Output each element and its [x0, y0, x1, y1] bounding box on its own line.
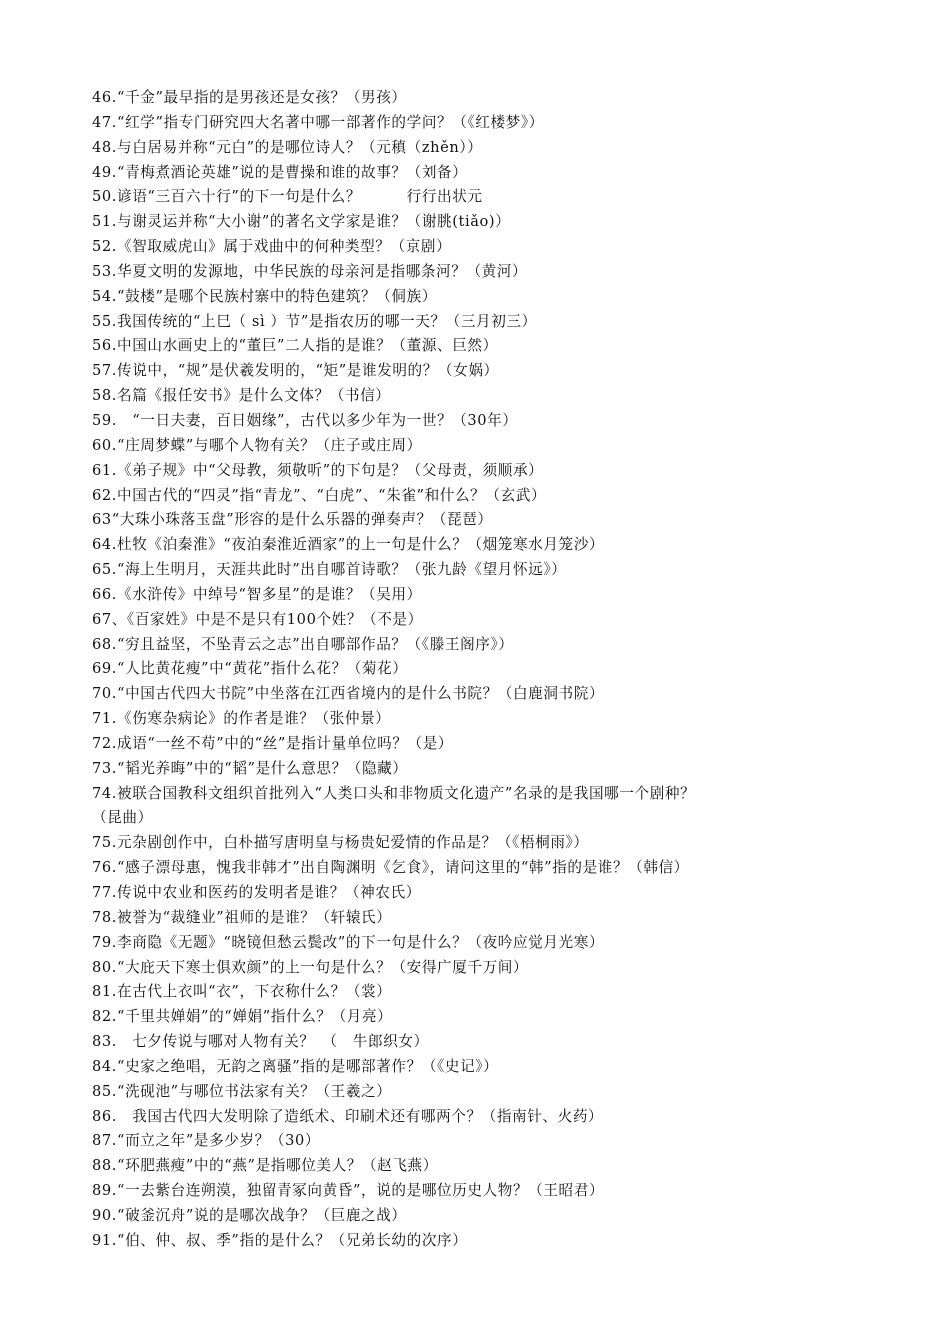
quiz-line: 68.“穷且益坚，不坠青云之志”出自哪部作品？（《滕王阁序》）: [92, 635, 514, 653]
quiz-line: 66.《水浒传》中绰号“智多星”的是谁？（吴用）: [92, 585, 422, 603]
quiz-line: 67、《百家姓》中是不是只有100个姓？（不是）: [92, 610, 423, 628]
quiz-line: 91.“伯、仲、叔、季”指的是什么？（兄弟长幼的次序）: [92, 1231, 468, 1249]
quiz-line: 52.《智取威虎山》属于戏曲中的何种类型？（京剧）: [92, 238, 452, 256]
quiz-line: 61.《弟子规》中“父母教，须敬听”的下句是？（父母责，须顺承）: [92, 461, 544, 479]
quiz-line: 90.“破釜沉舟”说的是哪次战争？（巨鹿之战）: [92, 1206, 407, 1224]
quiz-line: 71.《伤寒杂病论》的作者是谁？（张仲景）: [92, 710, 391, 728]
quiz-line: （昆曲）: [92, 809, 153, 827]
quiz-line: 69.“人比黄花瘦”中“黄花”指什么花？（菊花）: [92, 660, 408, 678]
quiz-line: 60.“庄周梦蝶”与哪个人物有关？（庄子或庄周）: [92, 436, 422, 454]
quiz-line: 58.名篇《报任安书》是什么文体？（书信）: [92, 387, 391, 405]
quiz-line: 46.“千金”最早指的是男孩还是女孩？（男孩）: [92, 89, 407, 106]
quiz-line: 78.被誉为“裁缝业”祖师的是谁？（轩辕氏）: [92, 908, 392, 926]
quiz-line: 81.在古代上衣叫“衣”，下衣称什么？（裳）: [92, 983, 392, 1001]
quiz-line: 65.“海上生明月，天涯共此时”出自哪首诗歌？（张九龄《望月怀远》）: [92, 561, 567, 579]
quiz-line: 84.“史家之绝唱，无韵之离骚”指的是哪部著作？（《史记》）: [92, 1057, 499, 1075]
quiz-line: 62.中国古代的“四灵”指“青龙”、“白虎”、“朱雀”和什么？（玄武）: [92, 486, 547, 504]
quiz-line: 51.与谢灵运并称“大小谢”的著名文学家是谁？（谢朓(tiǎo)）: [92, 213, 511, 231]
quiz-line: 89.“一去紫台连朔漠，独留青冢向黄昏”，说的是哪位历史人物？（王昭君）: [92, 1182, 605, 1200]
quiz-line: 49.“青梅煮酒论英雄”说的是曹操和谁的故事？（刘备）: [92, 163, 468, 181]
quiz-line: 74.被联合国教科文组织首批列入“人类口头和非物质文化遗产”名录的是我国哪一个剧种？: [92, 784, 696, 802]
quiz-line: 50.谚语“三百六十行”的下一句是什么？ 行行出状元: [92, 188, 483, 206]
quiz-line: 55.我国传统的“上巳（ sì ）节”是指农历的哪一天？（三月初三）: [92, 312, 537, 330]
quiz-line: 59. “一日夫妻，百日姻缘”，古代以多少年为一世？（30年）: [92, 411, 518, 429]
quiz-line: 82.“千里共婵娟”的“婵娟”指什么？（月亮）: [92, 1008, 393, 1026]
quiz-line: 72.成语“一丝不苟”中的“丝”是指计量单位吗？（是）: [92, 734, 454, 752]
quiz-line: 83. 七夕传说与哪对人物有关？ （ 牛郎织女）: [92, 1033, 429, 1051]
quiz-line: 73.“韬光养晦”中的“韬”是什么意思？（隐藏）: [92, 759, 408, 777]
quiz-line: 70.“中国古代四大书院”中坐落在江西省境内的是什么书院？（白鹿洞书院）: [92, 685, 605, 703]
quiz-line: 87.“而立之年”是多少岁？（30）: [92, 1132, 321, 1150]
quiz-line: 47.“红学”指专门研究四大名著中哪一部著作的学问？（《红楼梦》）: [92, 113, 544, 131]
document-page: [92, 86, 872, 1254]
quiz-line: 54.“鼓楼”是哪个民族村寨中的特色建筑？（侗族）: [92, 287, 438, 305]
quiz-line: 80.“大庇天下寒士俱欢颜”的上一句是什么？（安得广厦千万间）: [92, 958, 529, 976]
quiz-line: 75.元杂剧创作中，白朴描写唐明皇与杨贵妃爱情的作品是？（《梧桐雨》）: [92, 834, 589, 852]
quiz-line: 64.杜牧《泊秦淮》“夜泊秦淮近酒家”的上一句是什么？（烟笼寒水月笼沙）: [92, 536, 605, 554]
quiz-line: 76.“感子漂母惠，愧我非韩才”出自陶渊明《乞食》，请问这里的“韩”指的是谁？（韩信）: [92, 859, 689, 877]
quiz-line: 53.华夏文明的发源地，中华民族的母亲河是指哪条河？（黄河）: [92, 262, 528, 280]
quiz-line: 88.“环肥燕瘦”中的“燕”是指哪位美人？（赵飞燕）: [92, 1157, 438, 1175]
quiz-line: 85.“洗砚池”与哪位书法家有关？（王羲之）: [92, 1082, 392, 1100]
quiz-line: 77.传说中农业和医药的发明者是谁？（神农氏）: [92, 884, 421, 901]
quiz-line: 56.中国山水画史上的“董巨”二人指的是谁？（董源、巨然）: [92, 337, 498, 355]
quiz-line: 86. 我国古代四大发明除了造纸术、印刷术还有哪两个？（指南针、火药）: [92, 1107, 604, 1125]
quiz-line: 57.传说中，“规”是伏羲发明的，“矩”是谁发明的？（女娲）: [92, 362, 499, 380]
quiz-line: 79.李商隐《无题》“晓镜但愁云鬓改”的下一句是什么？（夜吟应觉月光寒）: [92, 933, 605, 951]
quiz-line: 48.与白居易并称“元白”的是哪位诗人？（元稹（zhěn））: [92, 138, 483, 156]
quiz-line: 63“大珠小珠落玉盘”形容的是什么乐器的弹奏声？（琵琶）: [92, 511, 493, 529]
